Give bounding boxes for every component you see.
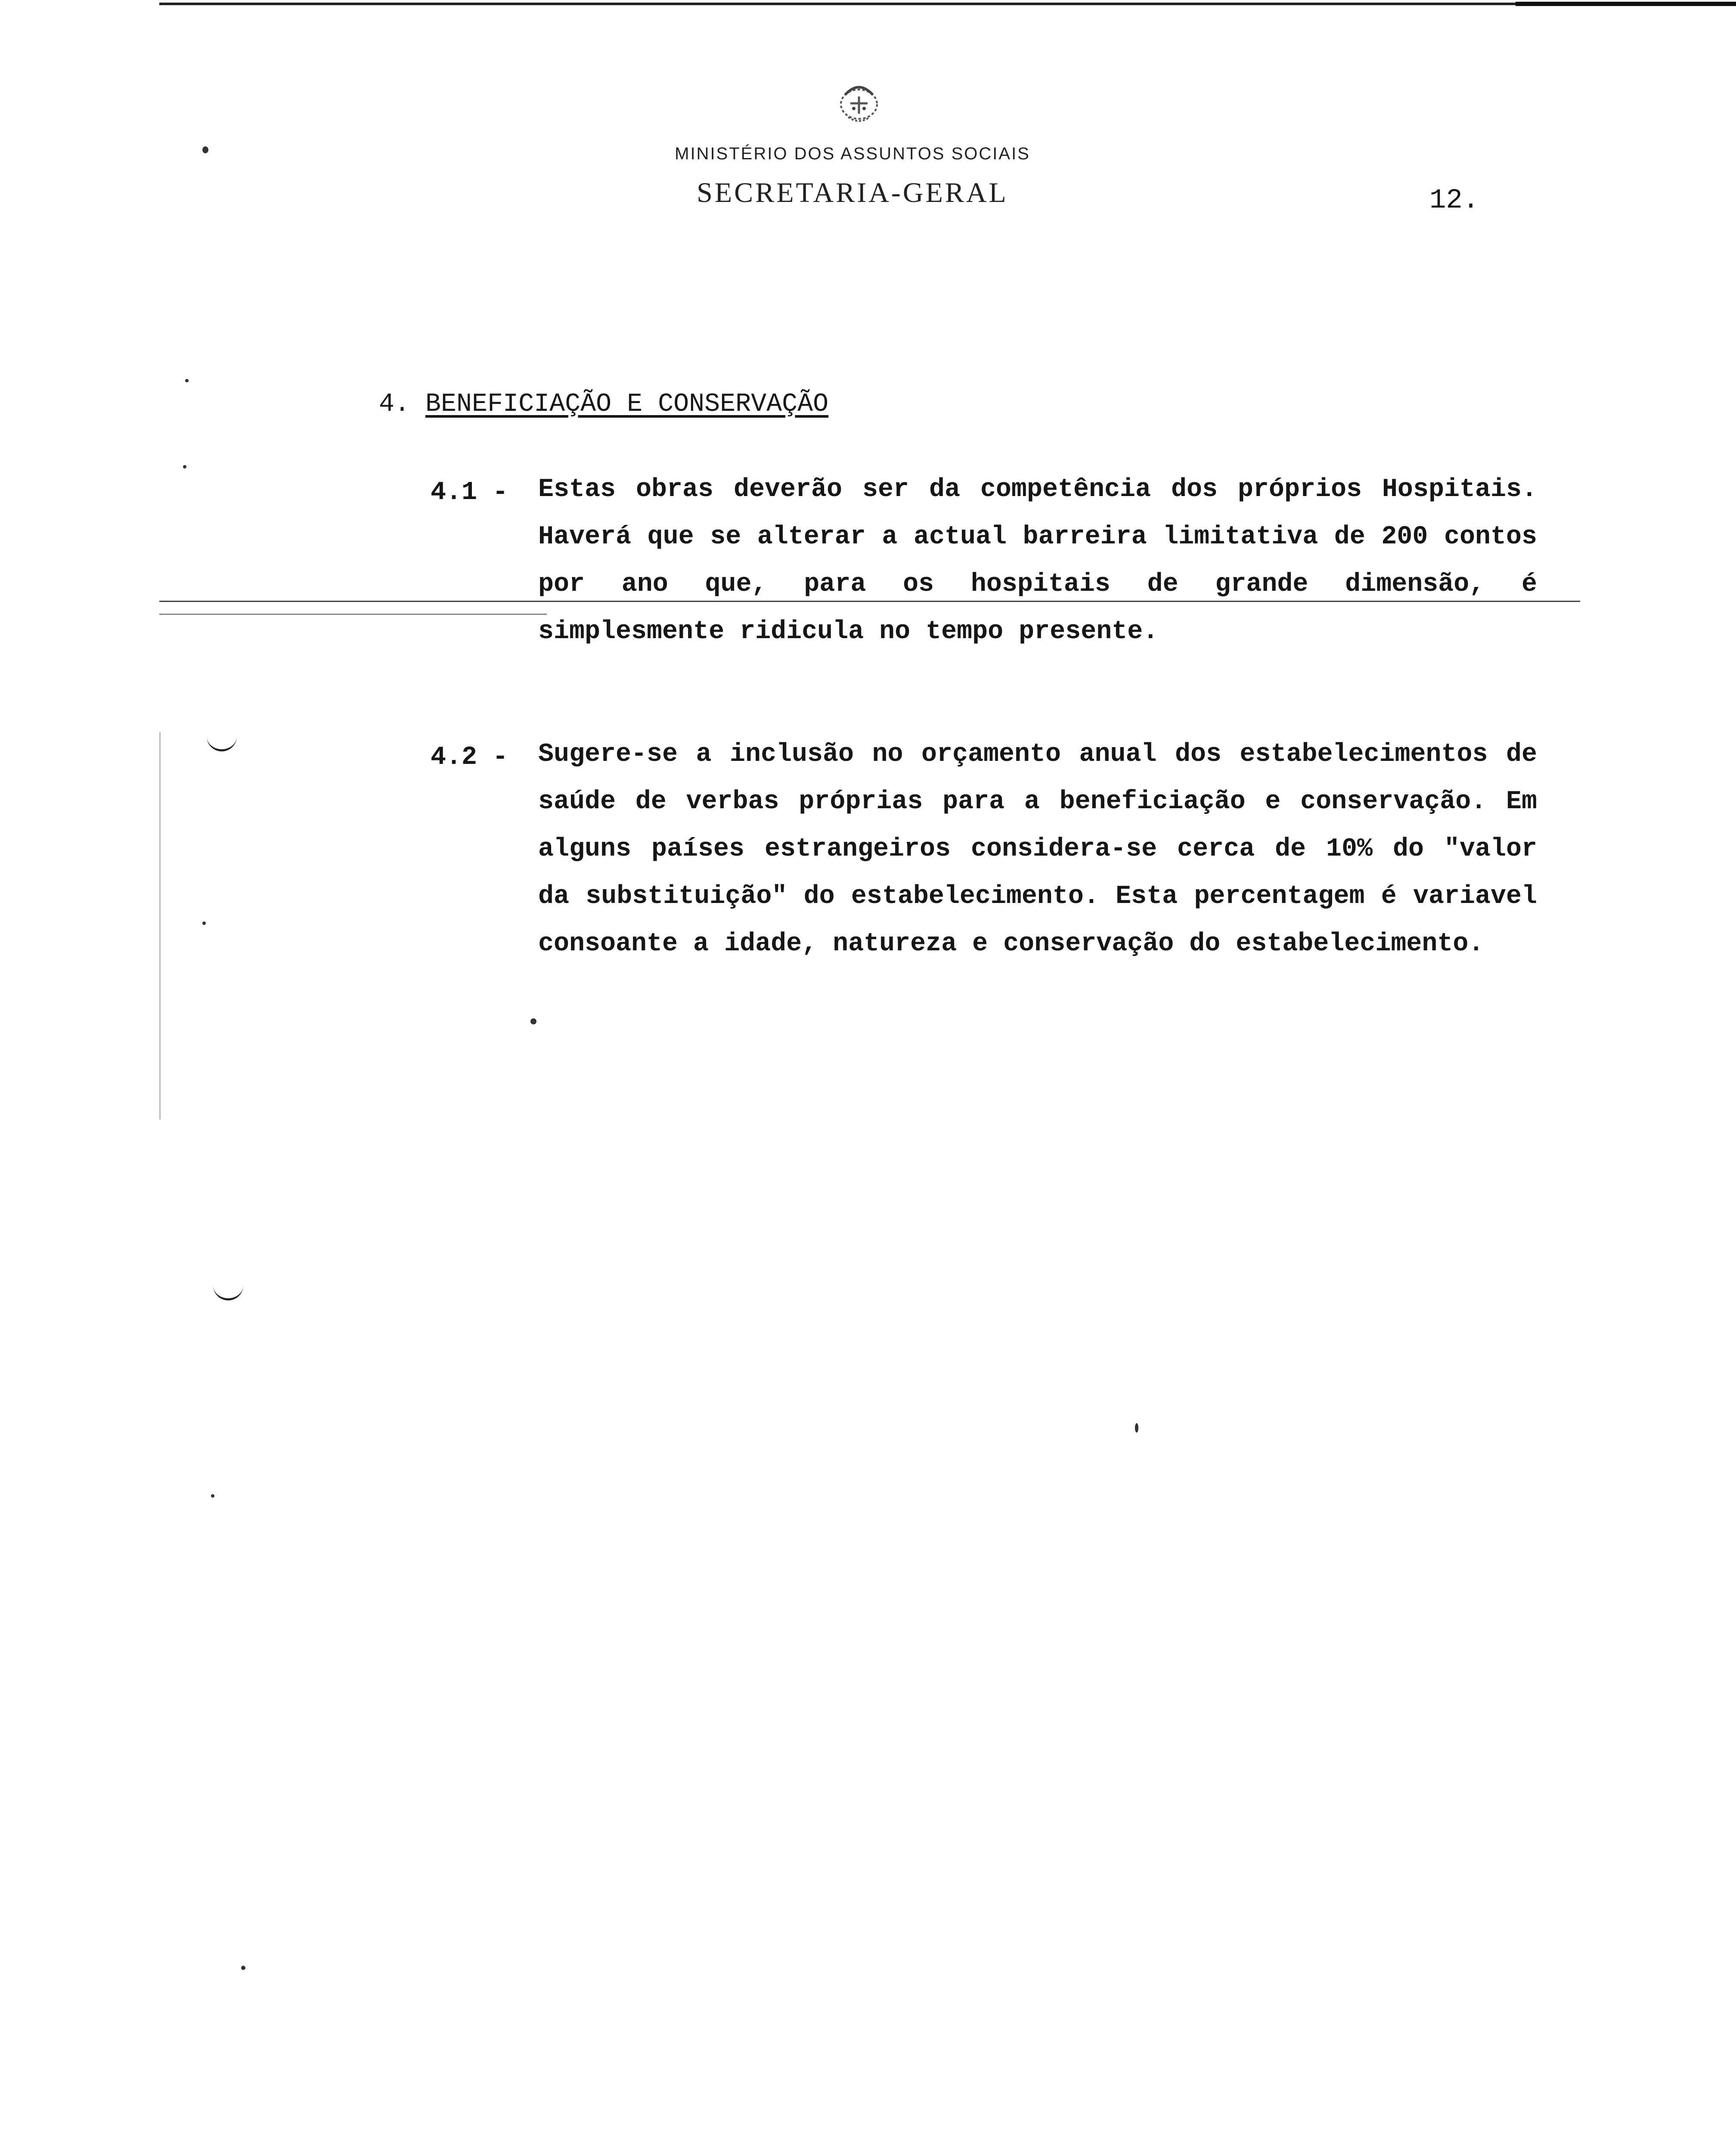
stray-scan-line [159,601,1580,602]
scan-speck [1135,1423,1138,1433]
secretariat-name: SECRETARIA-GERAL [697,177,1008,208]
section-number: 4. [379,390,410,419]
item-text: Sugere-se a inclusão no orçamento anual dos estabelecimentos de saúde de verbas próprias para a beneficiação e conservação. Em alguns países estrangeiros considera-se cerca de 10% do "valor da substituição" do estabelecimento. Esta percentagem é variavel consoante a idade, natureza e conservação do estabelecimento. [538,740,1537,959]
scan-speck [241,1966,245,1970]
page-number: 12. [1429,185,1479,216]
scan-speck [530,1018,536,1024]
section-title: BENEFICIAÇÃO E CONSERVAÇÃO [425,390,829,419]
scan-speck [202,146,208,153]
scan-speck [202,921,206,925]
top-border-line [159,3,1736,5]
item-number: 4.1 - [431,478,508,507]
item-number: 4.2 - [431,743,508,772]
section-heading [379,390,828,419]
scan-speck [185,379,189,382]
coat-of-arms-icon [829,78,889,129]
scan-speck [183,465,186,468]
ministry-name: MINISTÉRIO DOS ASSUNTOS SOCIAIS [675,144,1030,163]
stray-scan-line [159,614,547,615]
scan-speck [211,1494,214,1498]
top-border-line-heavy [1516,2,1736,6]
scan-mark [207,732,237,751]
left-margin-line [159,732,161,1120]
scan-mark [213,1281,243,1300]
item-text: Estas obras deverão ser da competência dos próprios Hospitais. Haverá que se alterar a actual barreira limitativa de 200 contos por ano que, para os hospitais de grande dimensão, é simplesmente ridicula no tempo presente. [538,475,1537,646]
